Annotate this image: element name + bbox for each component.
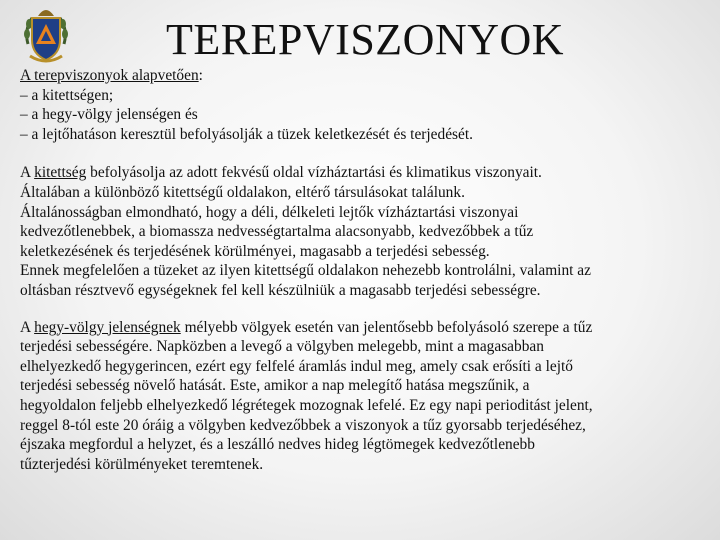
paragraph-line (20, 163, 710, 183)
paragraph-line (20, 318, 710, 338)
paragraph-line: reggel 8-tól este 20 óráig a völgyben kedvezőbbek a viszonyok a tűz gyorsabb terjedéséhez, (20, 416, 586, 434)
page-title: TEREPVISZONYOK (165, 15, 565, 64)
intro-heading (20, 66, 710, 86)
term-kitettseg: kitettség (34, 164, 87, 182)
lead-text: A (20, 164, 35, 182)
document-body (20, 66, 710, 474)
paragraph-line: Általában a különböző kitettségű oldalakon, eltérő társulásokat találunk. (20, 183, 465, 201)
paragraph-line: éjszaka megfordul a helyzet, és a leszálló nedves hideg légtömegek kedvezőtlenebb (20, 436, 535, 454)
line-text: mélyebb völgyek esetén van jelentősebb befolyásoló szerepe a tűz (180, 318, 593, 336)
paragraph-line: terjedési sebesség növelő hatását. Este, amikor a nap melegítő hatása megszűnik, a (20, 377, 530, 395)
term-hegy-volgy: hegy-völgy jelenségnek (34, 318, 181, 336)
spacer (20, 301, 710, 318)
intro-heading-colon: : (198, 67, 203, 84)
paragraph-line: Általánosságban elmondható, hogy a déli, délkeleti lejtők vízháztartási viszonyai (20, 203, 519, 221)
paragraph-line: hegyoldalon feljebb elhelyezkedő légrétegek mozognak lefelé. Ez egy napi perioditást jelent, (20, 396, 593, 414)
list-item: – a kitettségen; (20, 86, 114, 104)
spacer (20, 144, 710, 163)
paragraph-line: oltásban résztvevő egységeknek fel kell készülniük a magasabb terjedési sebességre. (20, 281, 541, 299)
intro-heading-underlined: A terepviszonyok alapvetően (20, 67, 199, 84)
paragraph-line: keletkezésének és terjedésének körülményei, magasabb a terjedési sebesség. (20, 242, 490, 260)
list-item: – a hegy-völgy jelenségen és (20, 106, 198, 124)
paragraph-line: terjedési sebességére. Napközben a levegő a völgyben melegebb, mint a magasabban (20, 338, 544, 356)
lead-text: A (20, 318, 35, 336)
paragraph-line: Ennek megfelelően a tüzeket az ilyen kitettségű oldalakon nehezebb kontrolálni, valamint az (20, 262, 591, 280)
paragraph-line: tűzterjedési körülményeket teremtenek. (20, 455, 264, 473)
list-item: – a lejtőhatáson keresztül befolyásolják a tüzek keletkezését és terjedését. (20, 125, 473, 143)
paragraph-line: elhelyezkedő hegygerincen, ezért egy felfelé áramlás indul meg, amely csak erősíti a lejtő (20, 357, 573, 375)
paragraph-line: kedvezőtlenebbek, a biomassza nedvességtartalma alacsonyabb, kedvezőbbek a tűz (20, 223, 534, 241)
line-text: befolyásolja az adott fekvésű oldal vízháztartási és klimatikus viszonyait. (86, 164, 542, 182)
